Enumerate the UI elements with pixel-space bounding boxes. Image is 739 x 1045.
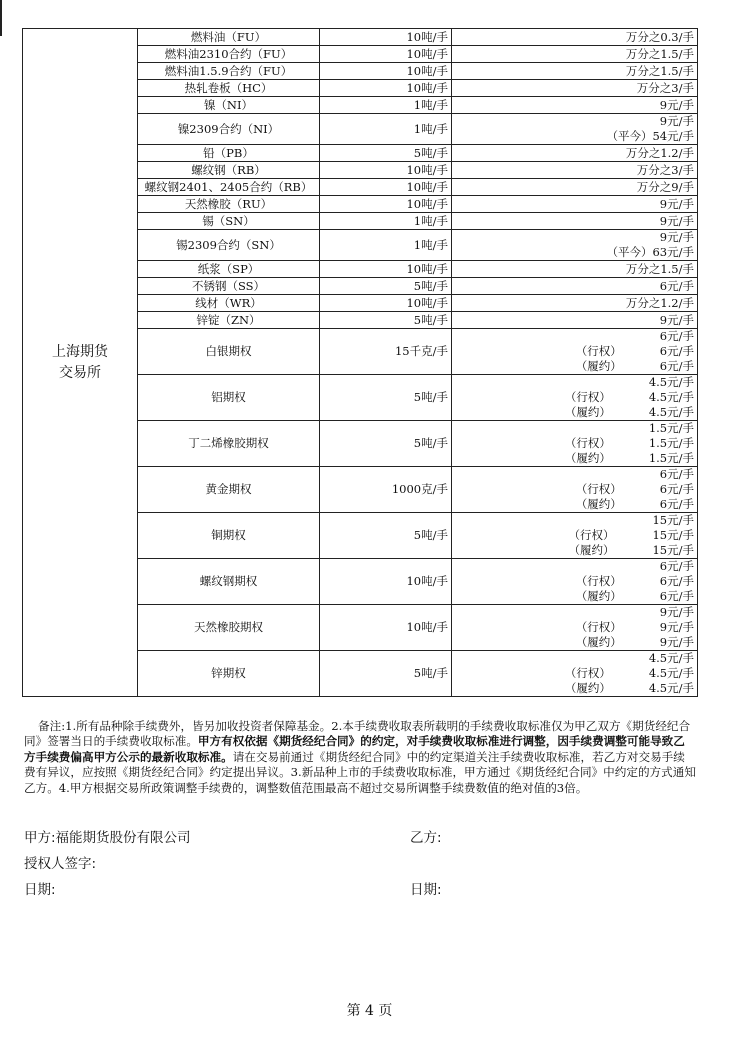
- product-name-cell: [138, 46, 320, 63]
- product-name: 铅（PB）: [203, 145, 254, 160]
- fee-value: 9元/手: [659, 230, 694, 244]
- option-name: 铝期权: [211, 390, 246, 404]
- product-name-cell: [138, 97, 320, 114]
- exercise-label: （行权）: [564, 390, 611, 404]
- option-unit: 5吨/手: [413, 390, 448, 404]
- perform-fee: 6元/手: [659, 497, 694, 511]
- fee-value: 万分之1.5/手: [625, 46, 694, 61]
- option-name-cell: [138, 513, 320, 559]
- trading-unit-cell: [320, 63, 452, 80]
- fee-spacer: [455, 375, 645, 390]
- trading-unit-cell: [320, 295, 452, 312]
- open-fee: 4.5元/手: [648, 375, 694, 389]
- trading-unit: 10吨/手: [406, 261, 448, 276]
- option-name-cell: [138, 651, 320, 697]
- exercise-label: （行权）: [575, 482, 622, 496]
- option-fee-cell: [452, 559, 698, 605]
- fee-table-body: [23, 29, 698, 697]
- trading-unit: 10吨/手: [406, 196, 448, 211]
- option-name-cell: [138, 375, 320, 421]
- fee-value: 9元/手: [659, 312, 694, 327]
- fee-value: 万分之9/手: [636, 179, 694, 194]
- trading-unit-cell: [320, 29, 452, 46]
- open-fee: 6元/手: [659, 559, 694, 573]
- option-unit-cell: [320, 421, 452, 467]
- fee-value: 万分之1.2/手: [625, 145, 694, 160]
- perform-fee: 4.5元/手: [648, 681, 694, 695]
- trading-unit: 10吨/手: [406, 80, 448, 95]
- product-name-cell: [138, 29, 320, 46]
- perform-label: （履约）: [575, 635, 622, 649]
- fee-cell: [452, 196, 698, 213]
- option-fee-grid: [455, 421, 694, 466]
- trading-unit-cell: [320, 114, 452, 145]
- exercise-fee: 4.5元/手: [648, 666, 694, 680]
- product-name: 锌锭（ZN）: [196, 312, 261, 327]
- exercise-label: （行权）: [575, 344, 622, 358]
- fee-value: 6元/手: [659, 278, 694, 293]
- option-fee-cell: [452, 329, 698, 375]
- fee-cell: [452, 261, 698, 278]
- product-name-cell: [138, 114, 320, 145]
- open-fee: 4.5元/手: [648, 651, 694, 665]
- option-unit: 1000克/手: [391, 482, 448, 496]
- product-name: 燃料油2310合约（FU）: [164, 46, 293, 61]
- option-unit: 15千克/手: [394, 344, 448, 358]
- exercise-fee: 1.5元/手: [648, 436, 694, 450]
- trading-unit-cell: [320, 97, 452, 114]
- fee-spacer: [455, 605, 656, 620]
- fee-value: （平今）54元/手: [606, 129, 694, 143]
- perform-label: （履约）: [575, 589, 622, 603]
- product-name: 燃料油（FU）: [190, 29, 267, 44]
- option-name: 黄金期权: [205, 482, 252, 496]
- option-fee-cell: [452, 421, 698, 467]
- product-name: 螺纹钢2401、2405合约（RB）: [144, 179, 313, 194]
- fee-value: （平今）63元/手: [606, 245, 694, 259]
- trading-unit: 10吨/手: [406, 179, 448, 194]
- option-name-cell: [138, 467, 320, 513]
- trading-unit-cell: [320, 213, 452, 230]
- option-unit-cell: [320, 467, 452, 513]
- option-unit: 5吨/手: [413, 666, 448, 680]
- exchange-cell: [23, 29, 138, 697]
- option-name: 丁二烯橡胶期权: [188, 436, 269, 450]
- product-name-cell: [138, 179, 320, 196]
- exercise-label: （行权）: [568, 528, 615, 542]
- fee-value: 万分之3/手: [636, 162, 694, 177]
- fee-cell: [452, 63, 698, 80]
- product-name-cell: [138, 196, 320, 213]
- option-fee-cell: [452, 513, 698, 559]
- fee-cell: [452, 80, 698, 97]
- fee-cell: [452, 179, 698, 196]
- option-fee-grid: [455, 329, 694, 374]
- fee-cell: [452, 97, 698, 114]
- exercise-fee: 4.5元/手: [648, 390, 694, 404]
- open-fee: 6元/手: [659, 467, 694, 481]
- product-name: 天然橡胶（RU）: [184, 196, 273, 211]
- fee-cell: [452, 278, 698, 295]
- perform-label: （履约）: [564, 451, 611, 465]
- notes-text: 备注:1.所有品种除手续费外，皆另加收投资者保障基金。2.本手续费收取表所载明的手续费收取标准仅为甲乙双方《期货经纪合同》签署当日的手续费收取标准。: [24, 719, 691, 749]
- perform-fee: 4.5元/手: [648, 405, 694, 419]
- product-name-cell: [138, 80, 320, 97]
- option-unit: 5吨/手: [413, 436, 448, 450]
- fee-value: 9元/手: [659, 114, 694, 128]
- fee-spacer: [455, 467, 656, 482]
- option-fee-cell: [452, 651, 698, 697]
- fee-cell: [452, 46, 698, 63]
- trading-unit: 10吨/手: [406, 162, 448, 177]
- product-name: 热轧卷板（HC）: [184, 80, 273, 95]
- option-unit: 10吨/手: [406, 574, 448, 588]
- exercise-label: （行权）: [575, 620, 622, 634]
- perform-label: （履约）: [568, 543, 615, 557]
- exercise-label: （行权）: [564, 666, 611, 680]
- fee-cell: [452, 213, 698, 230]
- trading-unit-cell: [320, 312, 452, 329]
- fee-value: 万分之1.5/手: [625, 261, 694, 276]
- exercise-fee: 6元/手: [659, 574, 694, 588]
- perform-label: （履约）: [564, 681, 611, 695]
- trading-unit: 1吨/手: [413, 97, 448, 112]
- product-name: 线材（WR）: [195, 295, 262, 310]
- open-fee: 6元/手: [659, 329, 694, 343]
- trading-unit: 5吨/手: [413, 312, 448, 327]
- option-unit-cell: [320, 559, 452, 605]
- exercise-fee: 6元/手: [659, 344, 694, 358]
- product-name: 锡2309合约（SN）: [176, 237, 281, 252]
- product-name-cell: [138, 278, 320, 295]
- fee-value: 9元/手: [659, 97, 694, 112]
- fee-cell: [452, 145, 698, 162]
- exercise-label: （行权）: [564, 436, 611, 450]
- option-fee-grid: [455, 467, 694, 512]
- exercise-fee: 6元/手: [659, 482, 694, 496]
- fee-cell: [452, 29, 698, 46]
- trading-unit: 5吨/手: [413, 145, 448, 160]
- party-a-label: 甲方:福能期货股份有限公司: [24, 830, 191, 846]
- open-fee: 1.5元/手: [648, 421, 694, 435]
- trading-unit: 1吨/手: [413, 213, 448, 228]
- trading-unit-cell: [320, 196, 452, 213]
- option-name-cell: [138, 329, 320, 375]
- product-name-cell: [138, 295, 320, 312]
- option-fee-grid: [455, 375, 694, 420]
- fee-cell: [452, 114, 698, 145]
- product-name-cell: [138, 312, 320, 329]
- perform-label: （履约）: [564, 405, 611, 419]
- notes: [24, 719, 696, 796]
- exercise-fee: 15元/手: [652, 528, 694, 542]
- product-name: 不锈钢（SS）: [191, 278, 266, 293]
- page-number: 第 4 页: [346, 1003, 393, 1019]
- trading-unit-cell: [320, 162, 452, 179]
- option-name-cell: [138, 559, 320, 605]
- trading-unit: 10吨/手: [406, 295, 448, 310]
- option-fee-cell: [452, 605, 698, 651]
- product-name: 纸浆（SP）: [197, 261, 260, 276]
- option-unit-cell: [320, 605, 452, 651]
- authorized-signature-label: 授权人签字:: [24, 856, 97, 872]
- fee-table: [22, 28, 698, 697]
- trading-unit-cell: [320, 261, 452, 278]
- exercise-fee: 9元/手: [659, 620, 694, 634]
- fee-cell: [452, 230, 698, 261]
- fee-value: 万分之3/手: [636, 80, 694, 95]
- fee-cell: [452, 312, 698, 329]
- trading-unit-cell: [320, 80, 452, 97]
- perform-fee: 1.5元/手: [648, 451, 694, 465]
- fee-row-futures: [23, 29, 698, 46]
- trading-unit-cell: [320, 179, 452, 196]
- perform-fee: 6元/手: [659, 359, 694, 373]
- open-fee: 9元/手: [659, 605, 694, 619]
- option-fee-cell: [452, 375, 698, 421]
- option-fee-grid: [455, 651, 694, 696]
- exercise-label: （行权）: [575, 574, 622, 588]
- option-fee-grid: [455, 513, 694, 558]
- page-edge-mark: [0, 0, 2, 36]
- product-name: 锡（SN）: [202, 213, 255, 228]
- option-unit: 10吨/手: [406, 620, 448, 634]
- open-fee: 15元/手: [652, 513, 694, 527]
- option-name: 天然橡胶期权: [194, 620, 263, 634]
- option-unit-cell: [320, 513, 452, 559]
- fee-cell: [452, 162, 698, 179]
- notes-text-continued: 请在交易前通过《期货经纪合同》中的约定渠道关注手续费收取标准，若乙方对交易手续费有异议，应按照《期货经纪合同》约定提出异议。3.新品种上市的手续费收取标准，甲方通过《期货经纪合同》中约定的方式通知乙方。4.甲方根据交易所政策调整手续费的，调整数值范围最高不超过交易所调整手续费数值的绝对值的3倍。: [24, 749, 696, 795]
- fee-spacer: [455, 329, 656, 344]
- fee-spacer: [455, 513, 648, 528]
- product-name-cell: [138, 162, 320, 179]
- trading-unit: 10吨/手: [406, 63, 448, 78]
- option-name: 螺纹钢期权: [199, 574, 258, 588]
- perform-fee: 6元/手: [659, 589, 694, 603]
- fee-value: 万分之1.5/手: [625, 63, 694, 78]
- option-unit: 5吨/手: [413, 528, 448, 542]
- trading-unit-cell: [320, 145, 452, 162]
- product-name-cell: [138, 261, 320, 278]
- trading-unit-cell: [320, 278, 452, 295]
- product-name-cell: [138, 145, 320, 162]
- perform-fee: 9元/手: [659, 635, 694, 649]
- option-name: 铜期权: [211, 528, 246, 542]
- trading-unit-cell: [320, 46, 452, 63]
- fee-value: 9元/手: [659, 213, 694, 228]
- trading-unit: 1吨/手: [413, 121, 448, 136]
- perform-fee: 15元/手: [652, 543, 694, 557]
- trading-unit: 5吨/手: [413, 278, 448, 293]
- product-name: 螺纹钢（RB）: [191, 162, 266, 177]
- option-name-cell: [138, 421, 320, 467]
- fee-spacer: [455, 651, 645, 666]
- option-name-cell: [138, 605, 320, 651]
- option-name: 白银期权: [205, 344, 252, 358]
- option-name: 锌期权: [211, 666, 246, 680]
- product-name-cell: [138, 213, 320, 230]
- fee-spacer: [455, 559, 656, 574]
- party-a-date-label: 日期:: [24, 882, 56, 898]
- product-name: 燃料油1.5.9合约（FU）: [164, 63, 293, 78]
- option-fee-grid: [455, 559, 694, 604]
- trading-unit-cell: [320, 230, 452, 261]
- exchange-name: 上海期货交易所: [52, 343, 108, 381]
- party-b-label: 乙方:: [410, 830, 442, 846]
- fee-cell: [452, 295, 698, 312]
- product-name-cell: [138, 63, 320, 80]
- notes-bold-text: 甲方有权依据《期货经纪合同》的约定，对手续费收取标准进行调整，因手续费调整可能导致乙方手续费偏高甲方公示的最新收取标准。: [24, 734, 685, 764]
- party-b-date-label: 日期:: [410, 882, 442, 898]
- option-unit-cell: [320, 329, 452, 375]
- option-fee-grid: [455, 605, 694, 650]
- product-name: 镍2309合约（NI）: [177, 121, 280, 136]
- product-name: 镍（NI）: [203, 97, 254, 112]
- perform-label: （履约）: [575, 497, 622, 511]
- trading-unit: 10吨/手: [406, 29, 448, 44]
- option-unit-cell: [320, 375, 452, 421]
- option-unit-cell: [320, 651, 452, 697]
- fee-value: 9元/手: [659, 196, 694, 211]
- trading-unit: 1吨/手: [413, 237, 448, 252]
- fee-value: 万分之1.2/手: [625, 295, 694, 310]
- fee-spacer: [455, 421, 645, 436]
- fee-value: 万分之0.3/手: [625, 29, 694, 44]
- perform-label: （履约）: [575, 359, 622, 373]
- option-fee-cell: [452, 467, 698, 513]
- product-name-cell: [138, 230, 320, 261]
- trading-unit: 10吨/手: [406, 46, 448, 61]
